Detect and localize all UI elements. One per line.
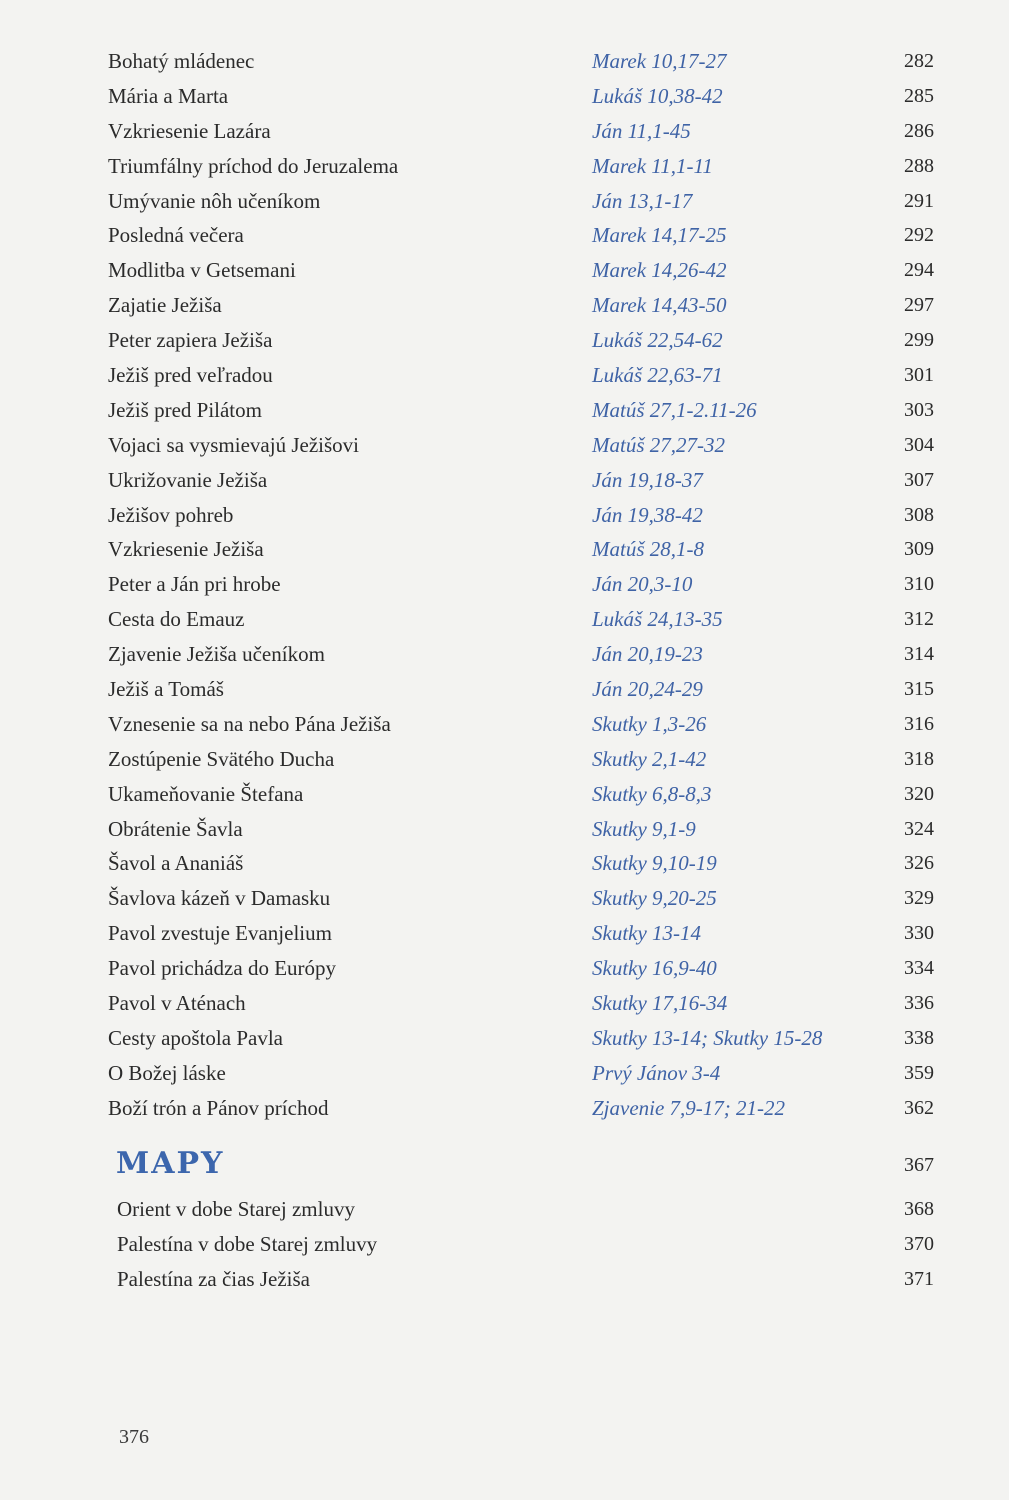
map-entry-title: Orient v dobe Starej zmluvy	[117, 1197, 355, 1221]
toc-entry-page-number: 318	[904, 747, 934, 770]
toc-entry-scripture-reference: Skutky 6,8-8,3	[592, 781, 712, 806]
toc-entry-page-number: 282	[904, 50, 934, 72]
toc-entry	[108, 114, 938, 149]
toc-entry-title: Triumfálny príchod do Jeruzalema	[108, 153, 399, 178]
toc-entry-title: Obrátenie Šavla	[108, 816, 243, 841]
toc-entry-title: Modlitba v Getsemani	[108, 258, 296, 283]
toc-entry	[108, 393, 938, 428]
toc-entry-scripture-reference: Skutky 2,1-42	[592, 746, 707, 771]
toc-entry-page-number: 336	[904, 992, 934, 1015]
toc-entry-page-number: 329	[904, 887, 934, 910]
toc-entry-title: Ježiš pred Pilátom	[108, 397, 262, 422]
toc-entry-scripture-reference: Ján 19,18-37	[592, 467, 703, 492]
toc-entry-scripture-reference: Marek 14,26-42	[592, 258, 727, 283]
toc-entry-title: Vzkriesenie Lazára	[108, 118, 271, 143]
toc-entry	[108, 498, 938, 533]
map-entry	[117, 1192, 938, 1227]
toc-entry-page-number: 307	[904, 468, 934, 491]
toc-entry	[108, 986, 938, 1021]
toc-entry-scripture-reference: Skutky 1,3-26	[592, 711, 707, 736]
toc-entry-title: Ukameňovanie Štefana	[108, 781, 304, 806]
map-entry-title: Palestína v dobe Starej zmluvy	[117, 1231, 378, 1256]
toc-entry	[108, 253, 938, 288]
toc-entry-title: Šavol a Ananiáš	[108, 851, 244, 876]
maps-heading-page-number: 367	[904, 1154, 934, 1176]
toc-entry	[108, 79, 938, 114]
toc-entry	[108, 463, 938, 498]
toc-entry-scripture-reference: Skutky 13-14; Skutky 15-28	[592, 1025, 823, 1050]
toc-entry-title: O Božej láske	[108, 1060, 226, 1085]
toc-entry-page-number: 288	[904, 154, 934, 177]
toc-entry	[108, 428, 938, 463]
map-entry	[117, 1262, 938, 1297]
toc-entry-title: Zajatie Ježiša	[108, 293, 222, 318]
toc-entry-scripture-reference: Skutky 13-14	[592, 921, 702, 946]
toc-entry-scripture-reference: Lukáš 22,63-71	[592, 363, 723, 388]
toc-entry-title: Peter a Ján pri hrobe	[108, 572, 281, 597]
toc-entry-title: Pavol zvestuje Evanjelium	[108, 921, 332, 946]
toc-entry-page-number: 330	[904, 922, 934, 945]
toc-entry-scripture-reference: Prvý Jánov 3-4	[592, 1060, 721, 1085]
toc-entry-scripture-reference: Skutky 9,20-25	[592, 886, 717, 911]
toc-entry-page-number: 309	[904, 538, 934, 561]
toc-entry-scripture-reference: Matúš 27,27-32	[592, 432, 725, 457]
toc-entry-scripture-reference: Lukáš 24,13-35	[592, 607, 723, 632]
toc-entry-scripture-reference: Marek 14,17-25	[592, 223, 727, 248]
toc-entry-scripture-reference: Marek 10,17-27	[592, 49, 727, 73]
toc-entry-scripture-reference: Skutky 9,10-19	[592, 851, 717, 876]
toc-entry-scripture-reference: Skutky 9,1-9	[592, 816, 696, 841]
toc-entry-scripture-reference: Marek 14,43-50	[592, 293, 727, 318]
toc-entry-page-number: 359	[904, 1061, 934, 1084]
toc-entry-title: Ježiš pred veľradou	[108, 363, 273, 388]
toc-entry-scripture-reference: Ján 11,1-45	[592, 118, 691, 143]
maps-section-header	[116, 1146, 938, 1190]
toc-entry	[108, 323, 938, 358]
toc-entry-scripture-reference: Skutky 17,16-34	[592, 991, 728, 1016]
toc-entry	[108, 1021, 938, 1056]
toc-entry-scripture-reference: Lukáš 10,38-42	[592, 83, 723, 108]
toc-entry	[108, 951, 938, 986]
toc-entry-title: Ukrižovanie Ježiša	[108, 467, 268, 492]
toc-entry-title: Zostúpenie Svätého Ducha	[108, 746, 335, 771]
toc-entry-page-number: 301	[904, 364, 934, 387]
toc-entry	[108, 707, 938, 742]
toc-entry-page-number: 338	[904, 1026, 934, 1049]
toc-entry-title: Ježiš a Tomáš	[108, 677, 224, 702]
toc-entry-title: Vzkriesenie Ježiša	[108, 537, 264, 562]
toc-entry-title: Bohatý mládenec	[108, 49, 255, 73]
toc-entry-scripture-reference: Matúš 28,1-8	[592, 537, 704, 562]
toc-entry-title: Cesty apoštola Pavla	[108, 1025, 283, 1050]
toc-entry-title: Pavol v Aténach	[108, 991, 246, 1016]
toc-entry-scripture-reference: Lukáš 22,54-62	[592, 328, 723, 353]
toc-entry-scripture-reference: Ján 20,24-29	[592, 677, 703, 702]
toc-entry-title: Mária a Marta	[108, 83, 229, 108]
toc-entry	[108, 777, 938, 812]
toc-entry-page-number: 316	[904, 712, 934, 735]
toc-entry-title: Peter zapiera Ježiša	[108, 328, 273, 353]
toc-entry-page-number: 334	[904, 957, 934, 980]
toc-entry-scripture-reference: Ján 13,1-17	[592, 188, 693, 213]
toc-entry-page-number: 285	[904, 84, 934, 107]
toc-entry	[108, 637, 938, 672]
toc-entry-scripture-reference: Ján 20,3-10	[592, 572, 693, 597]
map-entry-page-number: 368	[904, 1198, 934, 1220]
maps-list	[117, 1192, 938, 1297]
toc-entry-page-number: 314	[904, 643, 934, 666]
toc-entry-scripture-reference: Marek 11,1-11	[592, 153, 713, 178]
toc-entry	[108, 218, 938, 253]
toc-entry-title: Šavlova kázeň v Damasku	[108, 886, 331, 911]
toc-entry	[108, 672, 938, 707]
toc-entry-page-number: 304	[904, 433, 934, 456]
toc-entry	[108, 916, 938, 951]
toc-entry-page-number: 292	[904, 224, 934, 247]
toc-entry-title: Vznesenie sa na nebo Pána Ježiša	[108, 711, 391, 736]
table-of-contents	[108, 44, 938, 1126]
toc-entry	[108, 1056, 938, 1091]
toc-entry-title: Zjavenie Ježiša učeníkom	[108, 642, 325, 667]
map-entry	[117, 1227, 938, 1262]
toc-entry	[108, 358, 938, 393]
toc-entry-page-number: 291	[904, 189, 934, 212]
toc-entry	[108, 881, 938, 916]
toc-entry-page-number: 326	[904, 852, 934, 875]
toc-entry-title: Cesta do Emauz	[108, 607, 245, 632]
toc-entry-page-number: 286	[904, 119, 934, 142]
toc-entry-page-number: 315	[904, 678, 934, 701]
toc-entry-title: Boží trón a Pánov príchod	[108, 1095, 329, 1120]
toc-entry	[108, 846, 938, 881]
toc-entry	[108, 1091, 938, 1126]
toc-entry	[108, 184, 938, 219]
toc-entry-page-number: 297	[904, 294, 934, 317]
toc-entry-page-number: 312	[904, 608, 934, 631]
toc-entry	[108, 44, 938, 79]
maps-heading: MAPY	[116, 1146, 225, 1181]
toc-entry-page-number: 308	[904, 503, 934, 526]
toc-entry-title: Vojaci sa vysmievajú Ježišovi	[108, 432, 359, 457]
toc-entry	[108, 149, 938, 184]
toc-entry-scripture-reference: Matúš 27,1-2.11-26	[592, 397, 757, 422]
map-entry-page-number: 370	[904, 1232, 934, 1255]
toc-entry-title: Ježišov pohreb	[108, 502, 234, 527]
toc-entry-scripture-reference: Skutky 16,9-40	[592, 956, 717, 981]
map-entry-title: Palestína za čias Ježiša	[117, 1266, 310, 1291]
toc-entry	[108, 567, 938, 602]
toc-entry-page-number: 324	[904, 817, 934, 840]
toc-entry	[108, 602, 938, 637]
toc-entry	[108, 812, 938, 847]
toc-entry-page-number: 294	[904, 259, 934, 282]
toc-entry	[108, 288, 938, 323]
toc-entry-scripture-reference: Ján 20,19-23	[592, 642, 703, 667]
map-entry-page-number: 371	[904, 1267, 934, 1290]
toc-entry-page-number: 299	[904, 329, 934, 352]
toc-entry-page-number: 362	[904, 1096, 934, 1119]
toc-entry-scripture-reference: Zjavenie 7,9-17; 21-22	[592, 1095, 786, 1120]
toc-entry-page-number: 320	[904, 782, 934, 805]
toc-entry-scripture-reference: Ján 19,38-42	[592, 502, 703, 527]
page-number-footer: 376	[119, 1426, 149, 1448]
toc-entry-page-number: 303	[904, 398, 934, 421]
toc-entry	[108, 742, 938, 777]
toc-entry	[108, 532, 938, 567]
toc-entry-page-number: 310	[904, 573, 934, 596]
toc-entry-title: Posledná večera	[108, 223, 244, 248]
toc-entry-title: Pavol prichádza do Európy	[108, 956, 337, 981]
toc-entry-title: Umývanie nôh učeníkom	[108, 188, 321, 213]
